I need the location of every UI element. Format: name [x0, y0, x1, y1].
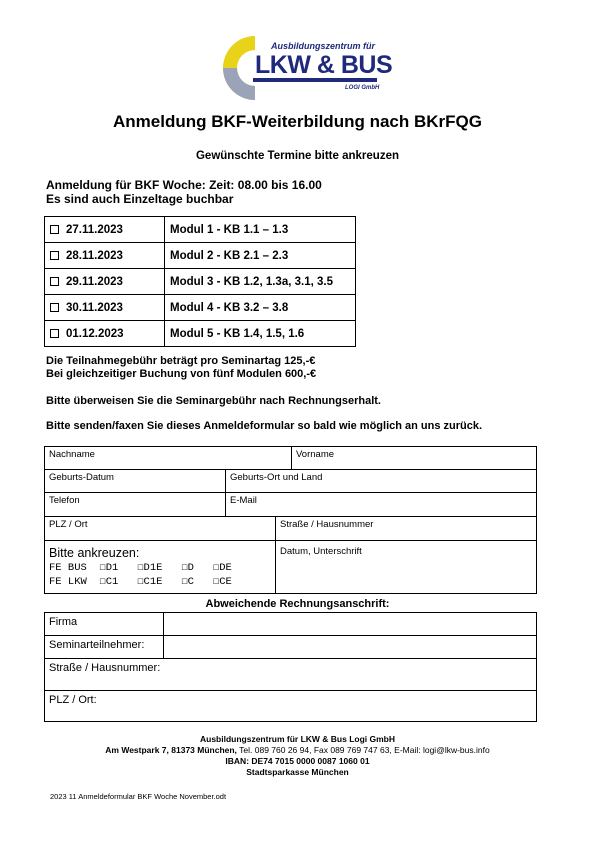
- fee-text: [46, 355, 316, 381]
- footer-bank: Stadtsparkasse München: [246, 767, 349, 777]
- date-label: 30.11.2023: [66, 301, 123, 314]
- intro-line-2: Es sind auch Einzeltage buchbar: [46, 192, 234, 206]
- intro-line-1: Anmeldung für BKF Woche: Zeit: 08.00 bis 16.00: [46, 178, 322, 192]
- billing-strasse-field[interactable]: Straße / Hausnummer:: [45, 659, 536, 691]
- date-label: 01.12.2023: [66, 327, 124, 340]
- ankreuzen-label: Bitte ankreuzen:: [49, 546, 140, 560]
- date-label: 27.11.2023: [66, 223, 123, 236]
- nachname-field[interactable]: Nachname: [49, 449, 95, 460]
- plz-ort-field[interactable]: PLZ / Ort: [49, 519, 88, 530]
- license-class-section: [45, 541, 275, 594]
- footer-contact: Tel. 089 760 26 94, Fax 089 769 747 63, E-Mail: logi@lkw-bus.info: [236, 745, 490, 755]
- table-row: [45, 295, 356, 321]
- firma-field[interactable]: Firma: [45, 613, 536, 636]
- billing-plz-ort-field[interactable]: PLZ / Ort:: [49, 694, 97, 706]
- date-label: 28.11.2023: [66, 249, 123, 262]
- table-row: [45, 217, 356, 243]
- logo-tagline: Ausbildungszentrum für: [271, 41, 375, 51]
- table-row: [45, 243, 356, 269]
- checkbox[interactable]: [50, 303, 59, 312]
- teilnehmer-field[interactable]: Seminarteilnehmer:: [45, 636, 536, 659]
- billing-title: Abweichende Rechnungsanschrift:: [205, 598, 390, 610]
- license-classes-bus[interactable]: FE BUS ☐D1 ☐D1E ☐D ☐DE: [49, 562, 232, 574]
- form-row-birth: [45, 470, 536, 493]
- table-row: [45, 321, 356, 347]
- date-label: 29.11.2023: [66, 275, 123, 288]
- checkbox[interactable]: [50, 277, 59, 286]
- geburtsdatum-field[interactable]: Geburts-Datum: [49, 472, 114, 483]
- footer-address-line: [0, 745, 595, 756]
- page-subtitle: Gewünschte Termine bitte ankreuzen: [195, 150, 399, 162]
- fee-line-2: Bei gleichzeitiger Buchung von fünf Modulen 600,-€: [46, 368, 317, 380]
- license-classes-lkw[interactable]: FE LKW ☐C1 ☐C1E ☐C ☐CE: [49, 576, 232, 588]
- payment-note: Bitte überweisen Sie die Seminargebühr nach Rechnungserhalt.: [46, 395, 381, 407]
- module-label: Modul 4 - KB 3.2 – 3.8: [165, 295, 356, 321]
- module-label: Modul 5 - KB 1.4, 1.5, 1.6: [165, 321, 356, 347]
- personal-data-form: [44, 446, 537, 594]
- strasse-field[interactable]: Straße / Hausnummer: [280, 519, 374, 530]
- form-row-contact: [45, 493, 536, 517]
- company-logo: [215, 28, 393, 106]
- form-row-license: [45, 541, 536, 594]
- footer-iban: IBAN: DE74 7015 0000 0087 1060 01: [225, 756, 370, 766]
- logo-brand: LKW & BUS: [255, 51, 393, 79]
- module-label: Modul 1 - KB 1.1 – 1.3: [165, 217, 356, 243]
- checkbox[interactable]: [50, 251, 59, 260]
- signature-field[interactable]: Datum, Unterschrift: [280, 546, 362, 557]
- date-table: [44, 216, 356, 347]
- module-label: Modul 3 - KB 1.2, 1.3a, 3.1, 3.5: [165, 269, 356, 295]
- table-row: [45, 269, 356, 295]
- intro-text: [46, 178, 322, 206]
- form-row-name: [45, 447, 536, 470]
- billing-form: [44, 612, 537, 722]
- fee-line-1: Die Teilnahmegebühr beträgt pro Seminartag 125,-€: [46, 355, 316, 367]
- geburtsort-field[interactable]: Geburts-Ort und Land: [230, 472, 323, 483]
- module-label: Modul 2 - KB 2.1 – 2.3: [165, 243, 356, 269]
- footer: [0, 734, 595, 778]
- document-filename: 2023 11 Anmeldeformular BKF Woche November.odt: [50, 792, 227, 801]
- send-note: Bitte senden/faxen Sie dieses Anmeldeformular so bald wie möglich an uns zurück.: [46, 420, 483, 432]
- checkbox[interactable]: [50, 329, 59, 338]
- telefon-field[interactable]: Telefon: [49, 495, 80, 506]
- email-field[interactable]: E-Mail: [230, 495, 257, 506]
- page-title: Anmeldung BKF-Weiterbildung nach BKrFQG: [113, 112, 482, 131]
- footer-address: Am Westpark 7, 81373 München,: [105, 745, 237, 755]
- footer-company: Ausbildungszentrum für LKW & Bus Logi GmbH: [199, 734, 395, 744]
- vorname-field[interactable]: Vorname: [296, 449, 335, 460]
- checkbox[interactable]: [50, 225, 59, 234]
- form-row-address: [45, 517, 536, 541]
- logo-subtitle: LOGI GmbH: [345, 85, 380, 91]
